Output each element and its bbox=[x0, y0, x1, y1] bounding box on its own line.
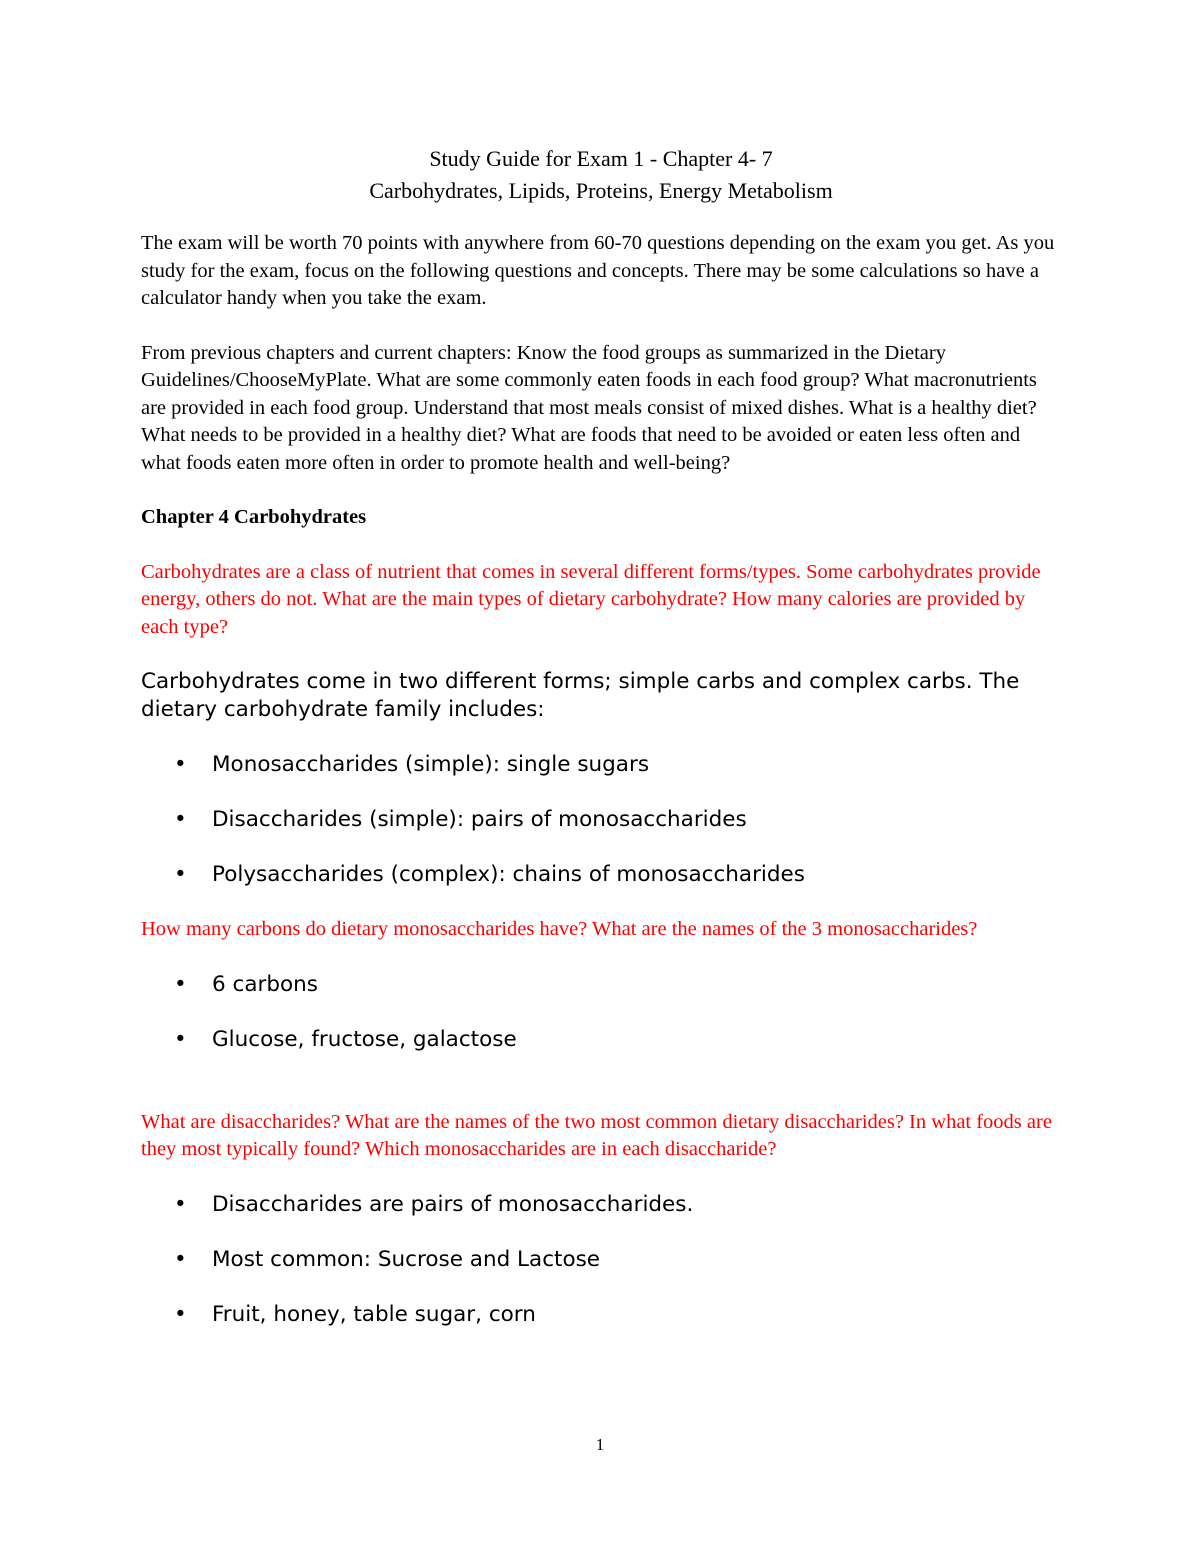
question-monosaccharides: How many carbons do dietary monosaccharides have? What are the names of the 3 monosaccharides? bbox=[141, 918, 978, 940]
answer-carbohydrate-forms: Carbohydrates come in two different forms; simple carbs and complex carbs. The dietary carbohydrate family includes: bbox=[141, 669, 1020, 722]
carbohydrate-family-list bbox=[141, 751, 1061, 889]
question-carbohydrate-types: Carbohydrates are a class of nutrient that comes in several different forms/types. Some carbohydrates provide energy, others do not. What are the main types of dietary carbohydrate? How many calories are provided by each type? bbox=[141, 560, 1041, 638]
bullet-icon: • bbox=[174, 1026, 187, 1052]
document-subtitle: Carbohydrates, Lipids, Proteins, Energy Metabolism bbox=[369, 178, 833, 203]
list-item: • Disaccharides are pairs of monosaccharides. bbox=[174, 1191, 694, 1217]
bullet-icon: • bbox=[174, 1191, 187, 1217]
list-item: • Polysaccharides (complex): chains of monosaccharides bbox=[174, 862, 805, 887]
list-item: • Disaccharides (simple): pairs of monosaccharides bbox=[174, 807, 747, 832]
bullet-icon: • bbox=[174, 862, 187, 887]
bullet-icon: • bbox=[174, 807, 187, 832]
list-item: • Most common: Sucrose and Lactose bbox=[174, 1246, 601, 1272]
question-disaccharides: What are disaccharides? What are the names of the two most common dietary disaccharides? In what foods are they most typically found? Which monosaccharides are in each disaccharide? bbox=[141, 1110, 1052, 1160]
bullet-icon: • bbox=[174, 1301, 187, 1327]
page-content bbox=[141, 143, 1061, 1329]
list-item: • 6 carbons bbox=[174, 971, 318, 997]
bullet-icon: • bbox=[174, 971, 187, 997]
document-title: Study Guide for Exam 1 - Chapter 4- 7 bbox=[429, 146, 773, 171]
title-block bbox=[141, 143, 1061, 207]
chapter-4-heading: Chapter 4 Carbohydrates bbox=[141, 506, 367, 528]
list-item: • Monosaccharides (simple): single sugars bbox=[174, 752, 650, 777]
monosaccharides-answer-list bbox=[141, 971, 1061, 1054]
page-number: 1 bbox=[595, 1435, 605, 1454]
bullet-icon: • bbox=[174, 752, 187, 777]
intro-paragraph-food-groups: From previous chapters and current chapters: Know the food groups as summarized in the Dietary Guidelines/ChooseMyPlate. What are some commonly eaten foods in each food group? What macronutrients are provided in each food group. Understand that most meals consist of mixed dishes. What is a healthy diet? What needs to be provided in a healthy diet? What are foods that need to be avoided or eaten less often and what foods eaten more often in order to promote health and well-being? bbox=[141, 341, 1037, 474]
disaccharides-answer-list bbox=[141, 1191, 1061, 1329]
list-item: • Fruit, honey, table sugar, corn bbox=[174, 1301, 536, 1327]
intro-paragraph-exam-info: The exam will be worth 70 points with anywhere from 60-70 questions depending on the exam you get. As you study for the exam, focus on the following questions and concepts. There may be some calculations so have a calculator handy when you take the exam. bbox=[141, 232, 1055, 309]
list-item: • Glucose, fructose, galactose bbox=[174, 1026, 517, 1052]
bullet-icon: • bbox=[174, 1246, 187, 1272]
